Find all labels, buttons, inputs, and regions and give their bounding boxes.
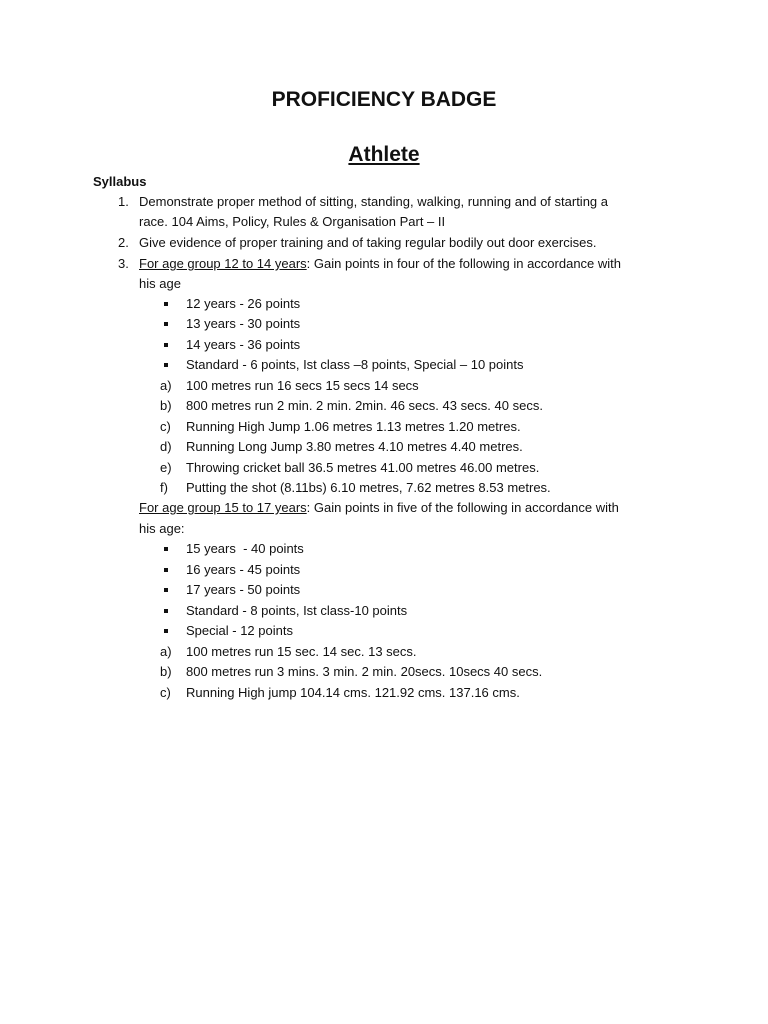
- item-text: [139, 254, 621, 274]
- event-text: Throwing cricket ball 36.5 metres 41.00 metres 46.00 metres.: [186, 460, 540, 475]
- bullet-item: 16 years - 45 points: [186, 562, 301, 577]
- age-group-heading: For age group 12 to 14 years: [139, 256, 307, 271]
- bullet-item: Special - 12 points: [186, 623, 293, 638]
- event-label: a): [160, 644, 172, 659]
- bullet-item: 17 years - 50 points: [186, 582, 301, 597]
- bullet-icon: [164, 322, 168, 326]
- bullet-icon: [164, 343, 168, 347]
- bullet-item: Standard - 8 points, Ist class-10 points: [186, 603, 408, 618]
- bullet-icon: [164, 588, 168, 592]
- item-text-rest: : Gain points in five of the following in accordance with: [306, 500, 619, 515]
- event-text: Running Long Jump 3.80 metres 4.10 metres 4.40 metres.: [186, 439, 523, 454]
- item-number: 3.: [118, 256, 129, 271]
- item-number: 2.: [118, 235, 129, 250]
- page-title: PROFICIENCY BADGE: [271, 88, 497, 111]
- event-text: 100 metres run 15 sec. 14 sec. 13 secs.: [186, 644, 417, 659]
- bullet-icon: [164, 363, 168, 367]
- page-subtitle: Athlete: [348, 143, 420, 166]
- bullet-icon: [164, 629, 168, 633]
- event-label: c): [160, 685, 171, 700]
- bullet-item: 13 years - 30 points: [186, 316, 301, 331]
- event-text: 100 metres run 16 secs 15 secs 14 secs: [186, 378, 419, 393]
- bullet-item: 12 years - 26 points: [186, 296, 301, 311]
- event-label: b): [160, 398, 172, 413]
- bullet-icon: [164, 302, 168, 306]
- item-text: Give evidence of proper training and of taking regular bodily out door exercises.: [139, 235, 597, 250]
- age-group-heading: For age group 15 to 17 years: [139, 500, 307, 515]
- item-text: his age: [139, 276, 181, 291]
- bullet-icon: [164, 568, 168, 572]
- event-label: e): [160, 460, 172, 475]
- event-text: Putting the shot (8.11bs) 6.10 metres, 7.62 metres 8.53 metres.: [186, 480, 551, 495]
- item-text: Demonstrate proper method of sitting, standing, walking, running and of starting a: [139, 194, 608, 209]
- bullet-item: 14 years - 36 points: [186, 337, 301, 352]
- bullet-icon: [164, 609, 168, 613]
- event-text: Running High jump 104.14 cms. 121.92 cms. 137.16 cms.: [186, 685, 520, 700]
- item-number: 1.: [118, 194, 129, 209]
- item-text: his age:: [139, 521, 185, 536]
- event-text: 800 metres run 3 mins. 3 min. 2 min. 20secs. 10secs 40 secs.: [186, 664, 543, 679]
- event-text: Running High Jump 1.06 metres 1.13 metres 1.20 metres.: [186, 419, 521, 434]
- bullet-item: 15 years - 40 points: [186, 541, 304, 556]
- event-label: c): [160, 419, 171, 434]
- section-label: Syllabus: [93, 174, 147, 189]
- item-text: race. 104 Aims, Policy, Rules & Organisation Part – II: [139, 214, 446, 229]
- bullet-icon: [164, 547, 168, 551]
- event-label: b): [160, 664, 172, 679]
- item-text: [139, 498, 619, 518]
- event-label: a): [160, 378, 172, 393]
- bullet-item: Standard - 6 points, Ist class –8 points, Special – 10 points: [186, 357, 524, 372]
- event-label: d): [160, 439, 172, 454]
- event-text: 800 metres run 2 min. 2 min. 2min. 46 secs. 43 secs. 40 secs.: [186, 398, 543, 413]
- item-text-rest: : Gain points in four of the following in accordance with: [306, 256, 622, 271]
- event-label: f): [160, 480, 168, 495]
